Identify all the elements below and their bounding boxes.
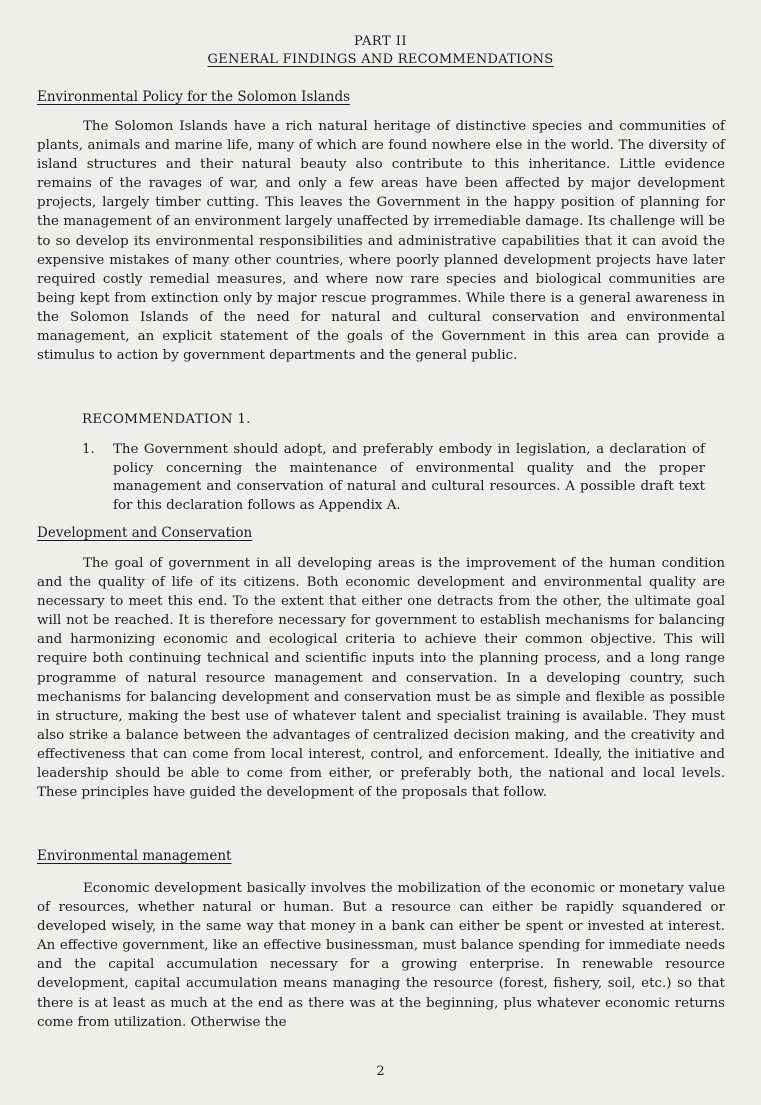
page-number: 2 <box>376 1064 385 1079</box>
page-title <box>0 52 761 67</box>
section-paragraph-environmental-management: Economic development basically involves the mobilization of the economic or monetary value of resources, whether natural or human. But a resource can either be rapidly squandered or developed wisely, in the same way that money in a bank can either be spent or invested at interest. An effective government, like an effective businessman, must balance spending for immediate needs and the capital accumulation necessary for a growing enterprise. In renewable resource development, capital accumulation means managing the resource (forest, fishery, soil, etc.) so that there is at least as much at the end as there was at the beginning, plus whatever economic returns come from utilization. Otherwise the <box>37 881 725 1030</box>
section-heading-environmental-management: Environmental management <box>37 848 232 864</box>
section-paragraph-development-conservation: The goal of government in all developing areas is the improvement of the human condition and the quality of life of its citizens. Both economic development and environmental quality are necessary to meet this end. To the extent that either one detracts from the other, the ultimate goal will not be reached. It is therefore necessary for government to establish mechanisms for balancing and harmonizing economic and ecological criteria to achieve their common objective. This will require both continuing technical and scientific inputs into the planning process, and a long range programme of natural resource management and conservation. In a developing country, such mechanisms for balancing development and conservation must be as simple and flexible as possible in structure, making the best use of whatever talent and specialist training is available. They must also strike a balance between the advantages of centralized decision making, and the creativity and effectiveness that can come from local interest, control, and enforcement. Ideally, the initiative and leadership should be able to come from either, or preferably both, the national and local levels. These principles have guided the development of the proposals that follow. <box>37 556 725 801</box>
section-paragraph-environmental-policy: The Solomon Islands have a rich natural heritage of distinctive species and communities of plants, animals and marine life, many of which are found nowhere else in the world. The diversity of island structures and their natural beauty also contribute to this inheritance. Little evidence remains of the ravages of war, and only a few areas have been affected by major development projects, largely timber cutting. This leaves the Government in the happy position of planning for the management of an environment largely unaffected by irremediable damage. Its challenge will be to so develop its environmental responsibilities and administrative capabilities that it can avoid the expensive mistakes of many other countries, where poorly planned development projects have later required costly remedial measures, and where now rare species and biological communities are being kept from extinction only by major rescue programmes. While there is a general awareness in the Solomon Islands of the need for natural and cultural conservation and environmental management, an explicit statement of the goals of the Government in this area can provide a stimulus to action by government departments and the general public. <box>37 119 725 364</box>
section-heading-environmental-policy: Environmental Policy for the Solomon Islands <box>37 89 351 105</box>
part-label: PART II <box>353 34 408 49</box>
recommendation-label: RECOMMENDATION 1. <box>82 412 251 427</box>
page-title-text: GENERAL FINDINGS AND RECOMMENDATIONS <box>207 52 554 67</box>
recommendation-number: 1. <box>82 442 95 457</box>
section-heading-development-conservation: Development and Conservation <box>37 525 253 541</box>
recommendation-text: The Government should adopt, and preferably embody in legislation, a declaration of policy concerning the maintenance of environmental quality and the proper management and conservation of natural and cultural resources. A possible draft text for this declaration follows as Appendix A. <box>113 442 705 513</box>
